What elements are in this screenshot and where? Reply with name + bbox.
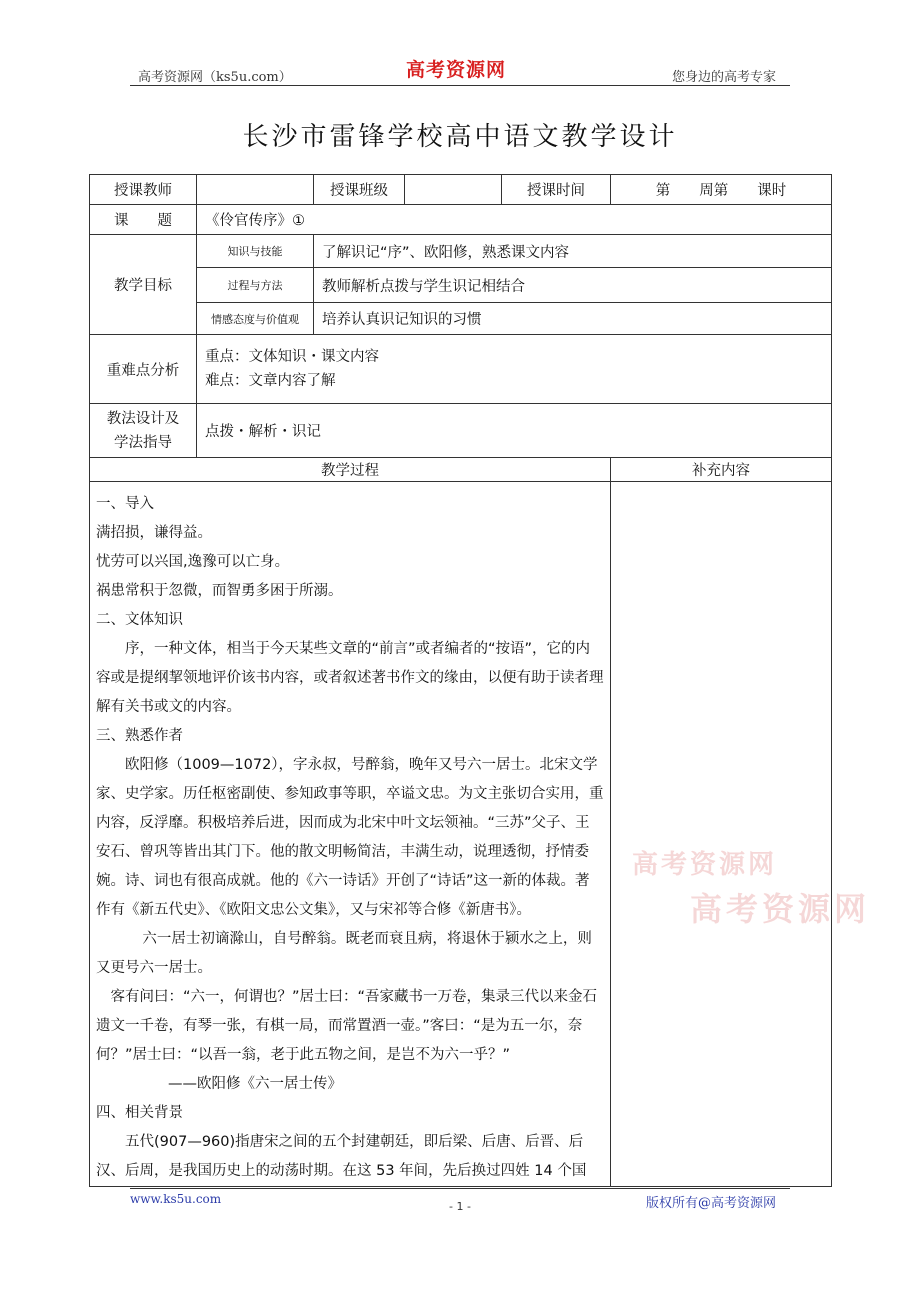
method-row	[90, 404, 832, 458]
topic-value: 《伶官传序》①	[197, 205, 832, 235]
goal-label-knowledge: 知识与技能	[197, 235, 314, 268]
process-line: 三、熟悉作者	[96, 728, 183, 744]
key-points-row	[90, 335, 832, 404]
footer-website-link[interactable]: www.ks5u.com	[130, 1192, 222, 1206]
topic-label: 课 题	[90, 205, 197, 235]
process-header-row	[90, 458, 832, 482]
goal-row	[90, 303, 832, 335]
process-paragraph: 六一居士初谪滁山，自号醉翁。既老而衰且病，将退休于颍水之上，则又更号六一居士。	[96, 931, 592, 976]
supplement-content	[611, 482, 832, 1187]
process-paragraph: 五代(907—960)指唐宋之间的五个封建朝廷，即后梁、后唐、后晋、后汉、后周，是我国历史上的动荡时期。在这 53 年间，先后换过四姓 14 个国	[96, 1134, 587, 1179]
goal-value-attitude: 培养认真识记知识的习惯	[314, 303, 832, 335]
topic-row	[90, 205, 832, 235]
process-line: 满招损，谦得益。	[96, 525, 212, 541]
process-header: 教学过程	[90, 458, 611, 482]
method-value: 点拨・解析・识记	[197, 404, 832, 458]
goal-value-process: 教师解析点拨与学生识记相结合	[314, 268, 832, 303]
goal-label-attitude: 情感态度与价值观	[197, 303, 314, 335]
process-paragraph: 客有问曰：“六一，何谓也？”居士曰：“吾家藏书一万卷，集录三代以来金石遗文一千卷，有琴一张，有棋一局，而常置酒一壶。”客曰：“是为五一尔，奈何？”居士曰：“以吾一翁，老于此五物之间，是岂不为六一乎？”	[96, 989, 598, 1063]
process-quote-source: ——欧阳修《六一居士传》	[168, 1076, 342, 1092]
difficulty-line: 难点：文章内容了解	[205, 373, 336, 389]
page-number: - 1 -	[449, 1200, 471, 1213]
header-site-name: 高考资源网（ks5u.com）	[138, 70, 292, 85]
key-points-label: 重难点分析	[90, 335, 197, 404]
process-row	[90, 482, 832, 1187]
process-content	[90, 482, 611, 1187]
process-line: 二、文体知识	[96, 612, 183, 628]
header-slogan: 您身边的高考专家	[672, 70, 777, 85]
watermark: 高考资源网	[690, 890, 871, 928]
process-line: 四、相关背景	[96, 1105, 183, 1121]
class-label: 授课班级	[314, 175, 405, 205]
process-line: 祸患常积于忽微，而智勇多困于所溺。	[96, 583, 343, 599]
goals-label: 教学目标	[90, 235, 197, 335]
process-paragraph: 欧阳修（1009—1072），字永叔，号醉翁，晚年又号六一居士。北宋文学家、史学家。历任枢密副使、参知政事等职，卒谥文忠。为文主张切合实用，重内容，反浮靡。积极培养后进，因而成为北宋中叶文坛领袖。“三苏”父子、王安石、曾巩等皆出其门下。他的散文明畅简洁，丰满生动，说理透彻，抒情委婉。诗、词也有很高成就。他的《六一诗话》开创了“诗话”这一新的体裁。著作有《新五代史》、《欧阳文忠公文集》，又与宋祁等合修《新唐书》。	[96, 757, 604, 918]
footer-rule	[130, 1188, 790, 1189]
process-paragraph: 序，一种文体，相当于今天某些文章的“前言”或者编者的“按语”，它的内容或是提纲挈领地评价该书内容，或者叙述著书作文的缘由，以便有助于读者理解有关书或文的内容。	[96, 641, 604, 715]
teacher-label: 授课教师	[90, 175, 197, 205]
goal-value-knowledge: 了解识记“序”、欧阳修，熟悉课文内容	[314, 235, 832, 268]
goal-label-process: 过程与方法	[197, 268, 314, 303]
supplement-header: 补充内容	[611, 458, 832, 482]
key-point-line: 重点：文体知识・课文内容	[205, 349, 379, 365]
time-value: 第 周第 课时	[611, 175, 832, 205]
method-label-line: 教法设计及	[106, 410, 180, 427]
process-line: 忧劳可以兴国,逸豫可以亡身。	[96, 554, 290, 570]
time-label: 授课时间	[502, 175, 611, 205]
info-row	[90, 175, 832, 205]
header-rule	[130, 85, 790, 86]
teacher-value	[197, 175, 314, 205]
method-label	[90, 404, 197, 458]
method-label-line: 学法指导	[114, 434, 172, 451]
class-value	[405, 175, 502, 205]
lesson-plan-table	[89, 174, 832, 1187]
watermark: 高考资源网	[632, 850, 778, 880]
page-title: 长沙市雷锋学校高中语文教学设计	[242, 122, 678, 152]
key-points-value	[197, 335, 832, 404]
goal-row	[90, 268, 832, 303]
process-line: 一、导入	[96, 496, 154, 512]
footer-copyright: 版权所有@高考资源网	[646, 1196, 777, 1211]
goal-row	[90, 235, 832, 268]
header-logo: 高考资源网	[406, 59, 507, 81]
